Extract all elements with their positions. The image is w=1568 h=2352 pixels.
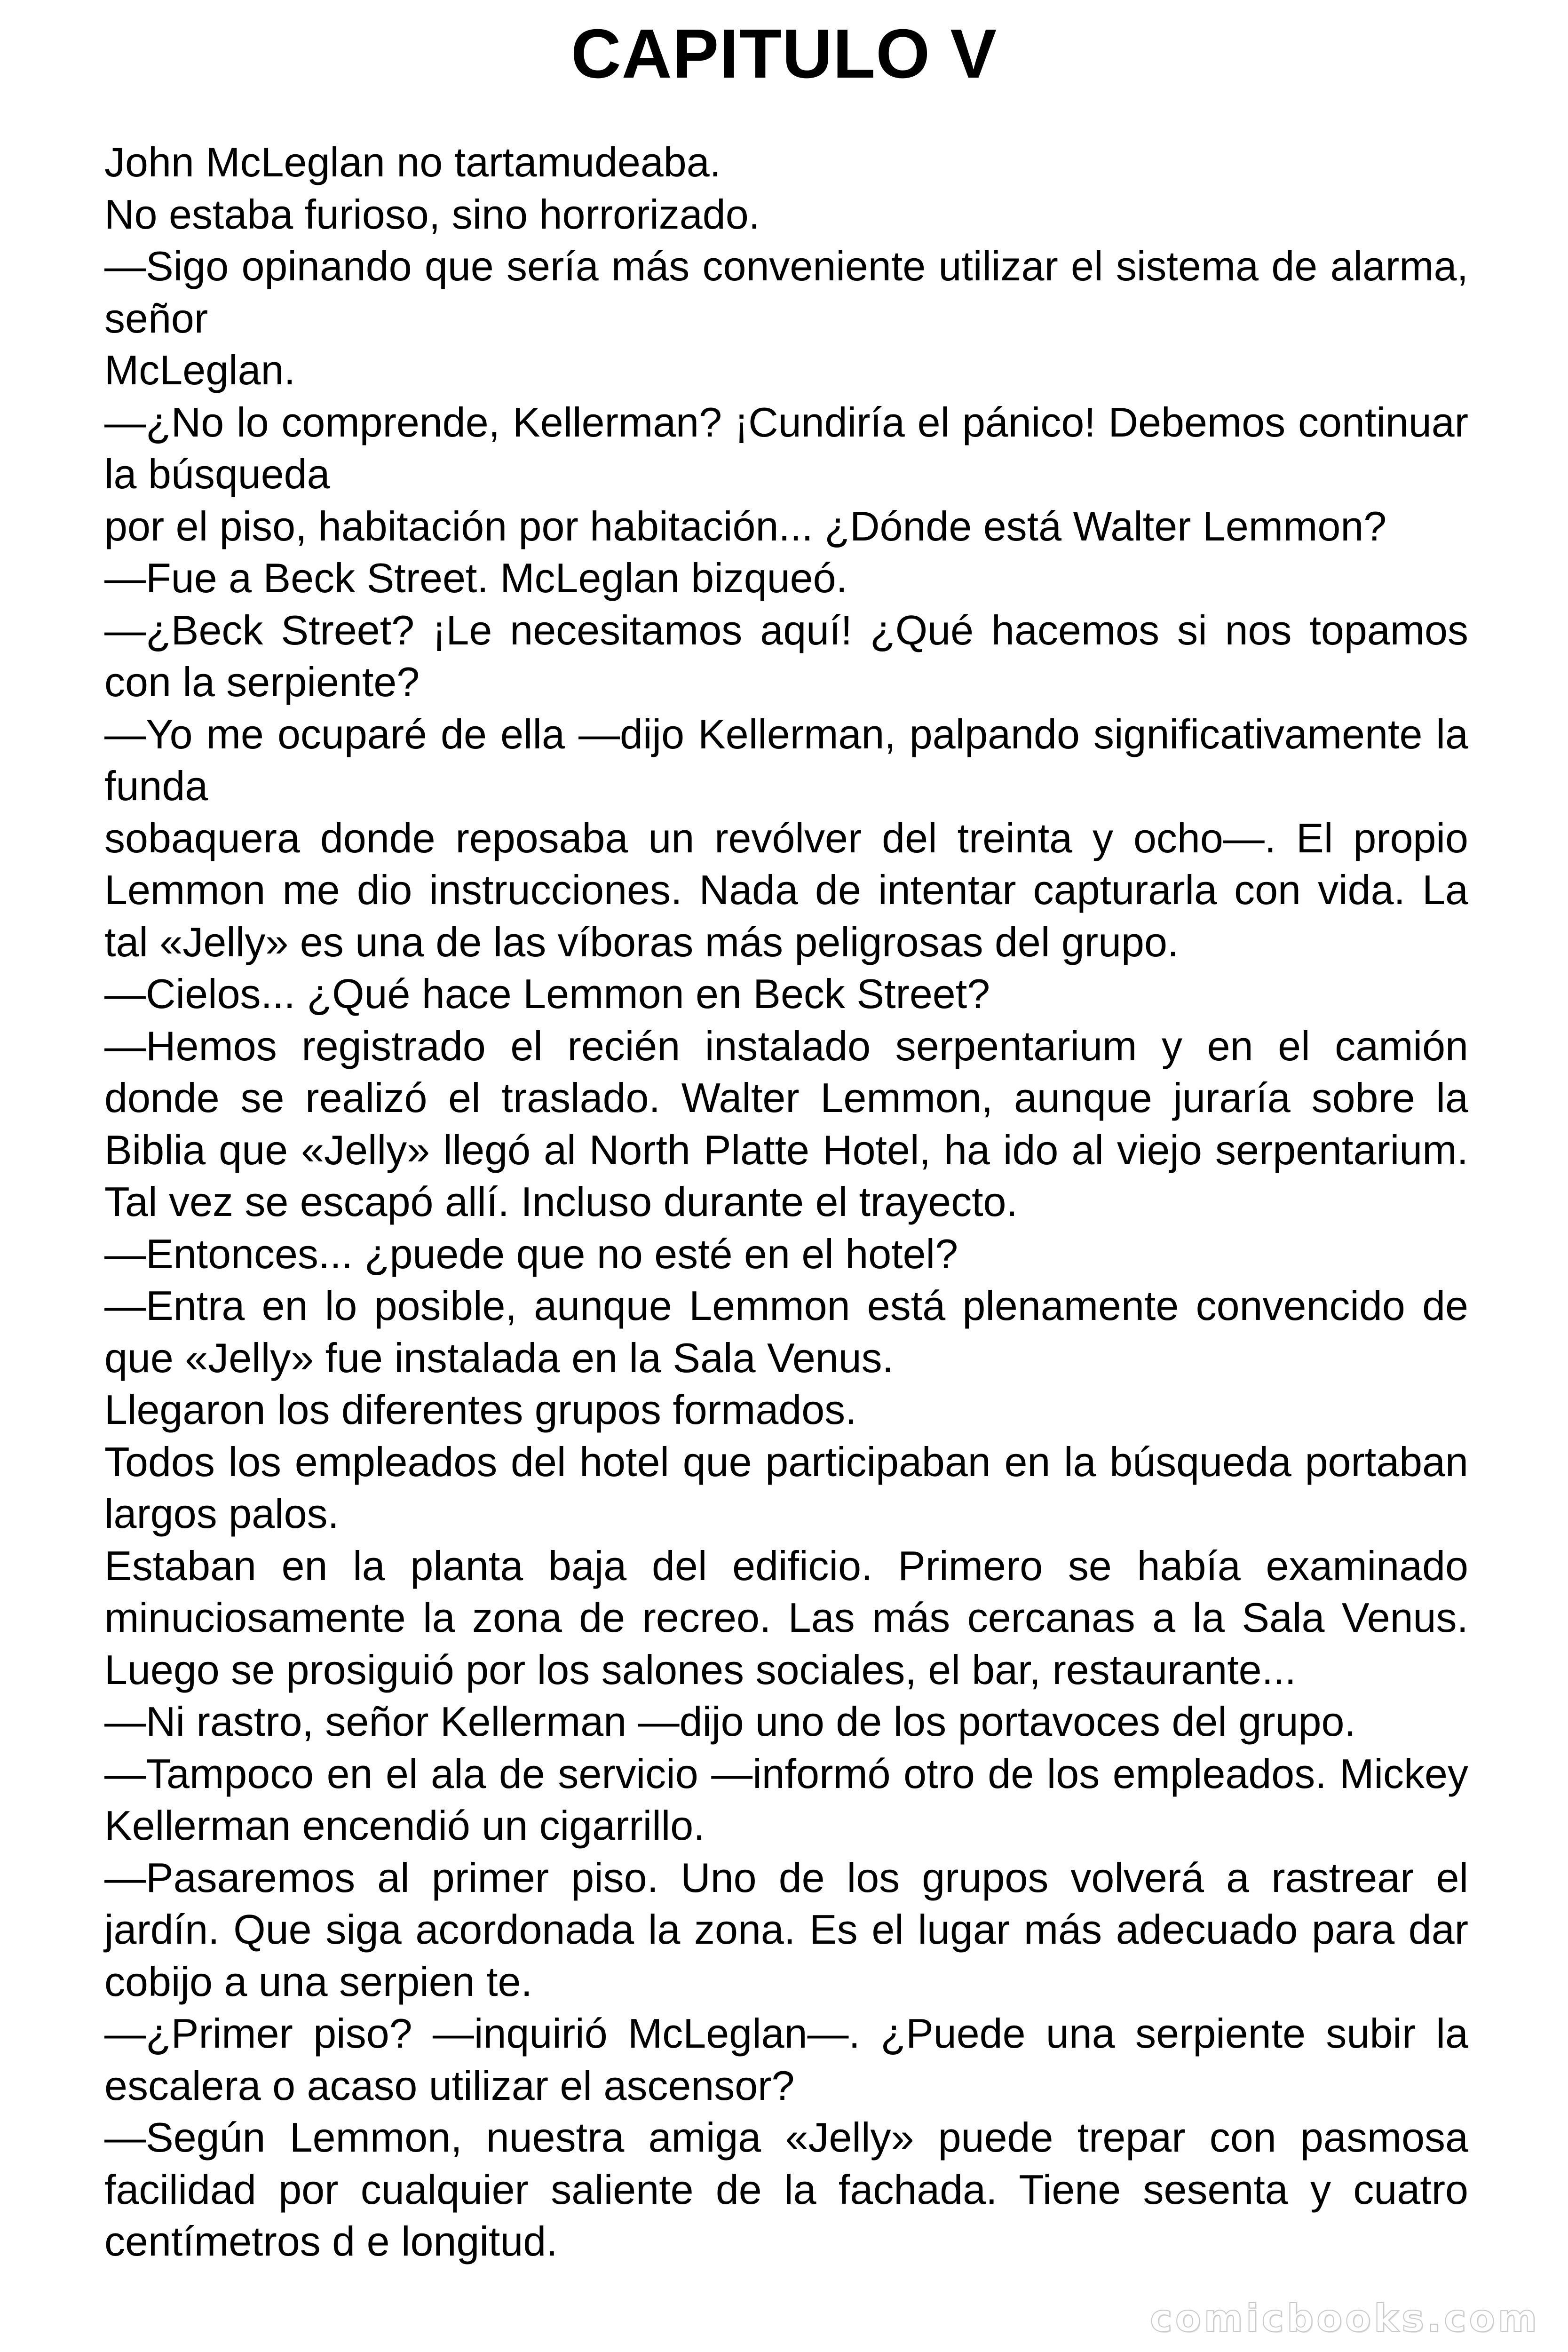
paragraph: —Pasaremos al primer piso. Uno de los grupos volverá a rastrear el jardín. Que siga acordonada la zona. Es el lugar más adecuado para dar cobijo a una serpien te. [104, 1854, 1468, 2005]
paragraph: —Hemos registrado el recién instalado serpentarium y en el camión donde se realizó el traslado. Walter Lemmon, aunque juraría sobre la Biblia que «Jelly» llegó al North Platte Hotel, ha ido al viejo serpentarium. Tal vez se escapó allí. Incluso durante el trayecto. [104, 1022, 1468, 1225]
paragraph: —Entonces... ¿puede que no esté en el hotel? [104, 1230, 958, 1277]
paragraph: John McLeglan no tartamudeaba. [104, 139, 721, 185]
paragraph: —¿No lo comprende, Kellerman? ¡Cundiría el pánico! Debemos continuar la búsqueda [104, 398, 1468, 497]
watermark-text: comicbooks.com [1150, 2296, 1540, 2340]
paragraph: —¿Beck Street? ¡Le necesitamos aquí! ¿Qué hacemos si nos topamos con la serpiente? [104, 606, 1468, 705]
paragraph: —Según Lemmon, nuestra amiga «Jelly» puede trepar con pasmosa facilidad por cualquier saliente de la fachada. Tiene sesenta y cuatro centímetros d e longitud. [104, 2114, 1468, 2265]
paragraph: —Ni rastro, señor Kellerman —dijo uno de los portavoces del grupo. [104, 1698, 1356, 1745]
paragraph: —Cielos... ¿Qué hace Lemmon en Beck Street? [104, 970, 990, 1017]
chapter-body [104, 136, 1468, 2268]
paragraph: Llegaron los diferentes grupos formados. [104, 1386, 857, 1433]
paragraph: sobaquera donde reposaba un revólver del treinta y ocho—. El propio Lemmon me dio instrucciones. Nada de intentar capturarla con vida. La tal «Jelly» es una de las víboras más peligrosas del grupo. [104, 814, 1468, 965]
paragraph: McLeglan. [104, 347, 296, 393]
paragraph: Todos los empleados del hotel que participaban en la búsqueda portaban largos palos. [104, 1438, 1468, 1537]
paragraph: —Entra en lo posible, aunque Lemmon está plenamente convencido de que «Jelly» fue instalada en la Sala Venus. [104, 1282, 1468, 1381]
paragraph: —Tampoco en el ala de servicio —informó otro de los empleados. Mickey Kellerman encendió un cigarrillo. [104, 1750, 1468, 1849]
paragraph: No estaba furioso, sino horrorizado. [104, 191, 760, 238]
chapter-title: CAPITULO V [570, 15, 998, 93]
paragraph: —Yo me ocuparé de ella —dijo Kellerman, palpando significativamente la funda [104, 710, 1468, 809]
paragraph: —Sigo opinando que sería más conveniente utilizar el sistema de alarma, señor [104, 243, 1468, 342]
paragraph: —Fue a Beck Street. McLeglan bizqueó. [104, 555, 847, 601]
paragraph: Estaban en la planta baja del edificio. Primero se había examinado minuciosamente la zona de recreo. Las más cercanas a la Sala Venus. Luego se prosiguió por los salones sociales, el bar, restaurante... [104, 1542, 1468, 1693]
paragraph: —¿Primer piso? —inquirió McLeglan—. ¿Puede una serpiente subir la escalera o acaso utilizar el ascensor? [104, 2010, 1468, 2109]
paragraph: por el piso, habitación por habitación... ¿Dónde está Walter Lemmon? [104, 502, 1387, 549]
